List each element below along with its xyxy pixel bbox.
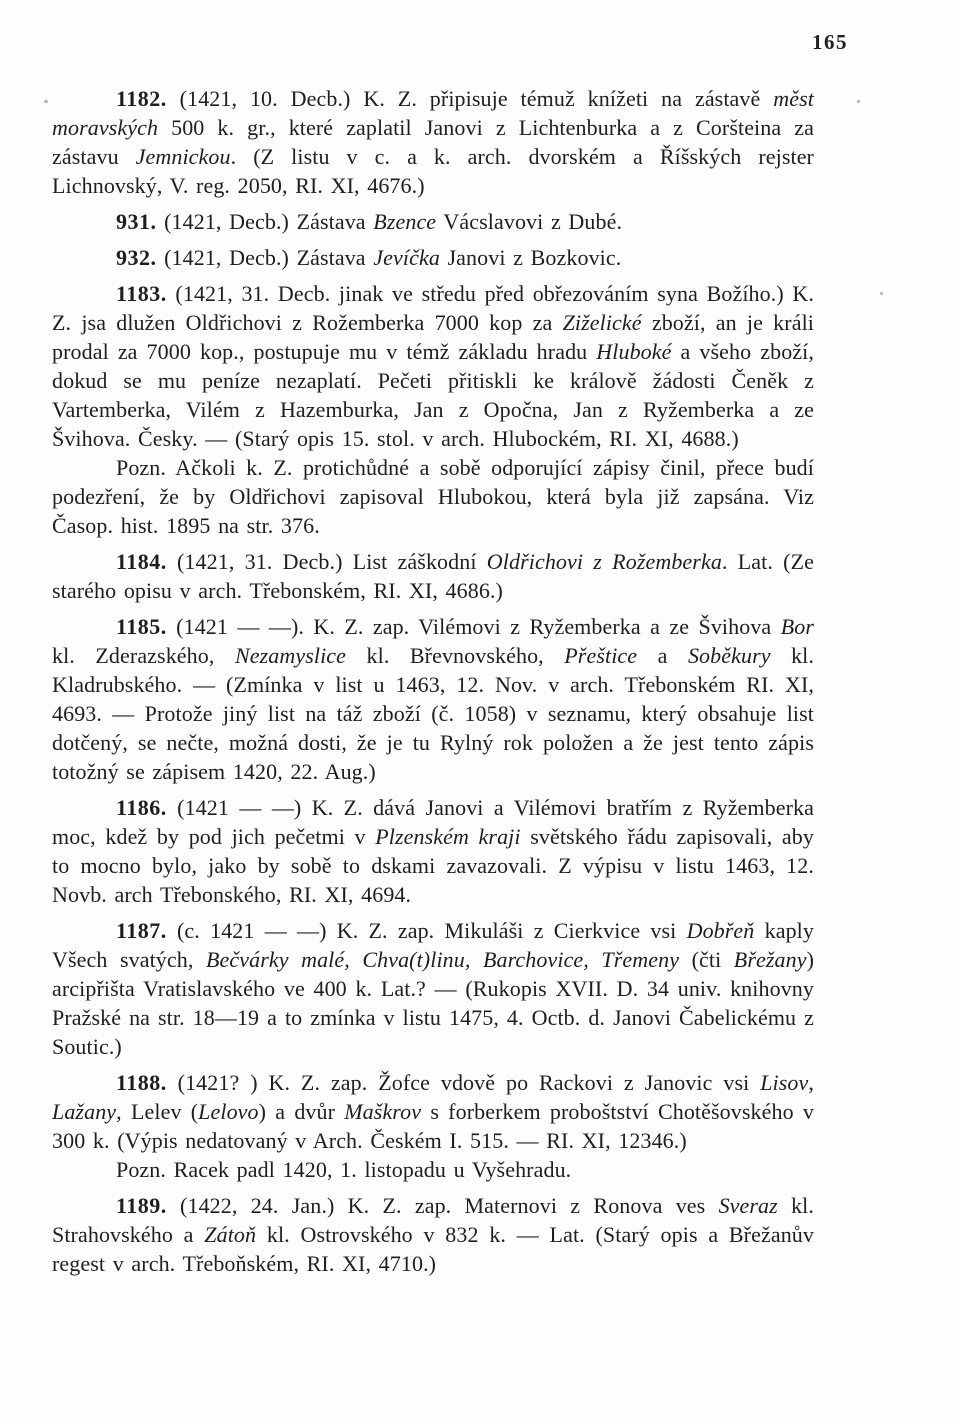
text-segment: světského řádu zapisovali, aby to mocno bylo, jako by sobě to dskami zavazovali. Z výpisu v listu 1463, 12. Novb. arch Třebonského, RI. XI, 4694. [52,824,815,907]
entry-931 [52,207,814,236]
text-segment: ) a dvůr [258,1099,345,1124]
entry-1185 [52,612,814,786]
text-segment: (1421? ) K. Z. zap. Žofce vdově po Rackovi z Janovic vsi [166,1070,761,1095]
text-segment: , [808,1070,814,1095]
italic-name: Nezamyslice [234,643,347,668]
scan-speck [857,100,860,103]
text-segment: (1421, 10. Decb.) K. Z. připisuje témuž knížeti na zástavě [166,86,774,111]
text-segment: Janovi z Bozkovic. [439,245,622,270]
entry-number: 1186. [116,795,167,820]
italic-name: Bečvárky malé, Chva(t)linu, Barchovice, Třemeny [205,947,680,972]
italic-name: Jemnickou [135,144,231,169]
text-segment: kl. Kladrubského. — (Zmínka v list u 1463, 12. Nov. v arch. Třebonském RI. XI, 4693. — Protože jiný list na táž zboží (č. 1058) v seznamu, který obsahuje list dotčený, se nečte, možná dosti, že je tu Rylný rok položen a že jest tento zápis totožný se zápisem 1420, 22. Aug.) [52,643,814,784]
page-number: 165 [812,30,848,54]
text-segment: Pozn. Racek padl 1420, 1. listopadu u Vyšehradu. [116,1157,572,1182]
text-segment: Pozn. Ačkoli k. Z. protichůdné a sobě odporující zápisy činil, přece budí podezření, že by Oldřichovi zapisoval Hlubokou, která byla již zapsána. Viz Časop. hist. 1895 na str. 376. [52,455,814,538]
text-segment: a všeho zboží, dokud se mu peníze nezaplatí. Pečeti přitiskli ke králově žádosti Čeněk z Vartemberka, Vilém z Hazemburka, Jan z Opočna, Jan z Ryžemberka a ze Švihova. Česky. — (Starý opis 15. stol. v arch. Hlubockém, RI. XI, 4688.) [52,339,814,451]
italic-name: Maškrov [344,1099,422,1124]
text-segment: ) arcipřišta Vratislavského ve 400 k. Lat.? — (Rukopis XVII. D. 34 univ. knihovny Pražské na str. 18—19 a to zmínka v listu 1475, 4. Octb. d. Janovi Čabelickému z Soutic.) [52,947,815,1059]
text-segment: . Lat. (Ze starého opisu v arch. Třebonském, RI. XI, 4686.) [52,549,815,603]
entry-1186 [52,793,814,909]
text-segment: , Lelev ( [116,1099,199,1124]
entry-number: 1189. [116,1193,167,1218]
italic-name: Přeštice [564,643,638,668]
italic-name: Bor [780,614,814,639]
text-segment: Vácslavovi z Dubé. [436,209,623,234]
text-block [52,84,814,1278]
text-segment: s forberkem proboštství Chotěšovského v 300 k. (Výpis nedatovaný v Arch. Českém I. 515. — RI. XI, 12346.) [52,1099,814,1153]
text-segment: . (Z listu v c. a k. arch. dvorském a Říšských rejster Lichnovský, V. reg. 2050, RI. XI, 4676.) [52,144,814,198]
entry-1183 [52,279,814,453]
scan-speck [880,292,883,295]
italic-name: Lisov [760,1070,809,1095]
italic-name: Jevíčka [373,245,440,270]
italic-name: Sveraz [718,1193,778,1218]
text-segment: (1421, Decb.) Zástava [156,245,374,270]
text-segment: (1421, 31. Decb.) List záškodní [166,549,487,574]
entry-932 [52,243,814,272]
entry-number: 1182. [116,86,167,111]
entry-1188 [52,1068,814,1155]
italic-name: Plzenském kraji [375,824,521,849]
entry-number: 931. [116,209,157,234]
text-segment: kl. Strahovského a [52,1193,814,1247]
note-1188 [52,1155,814,1184]
text-segment: kl. Břevnovského, [346,643,565,668]
italic-name: Lažany [52,1099,117,1124]
text-segment: 500 k. gr., které zaplatil Janovi z Lichtenburka a z Coršteina za zástavu [52,115,814,169]
entry-number: 1183. [116,281,167,306]
text-segment: (1421, Decb.) Zástava [156,209,374,234]
italic-name: Lelovo [198,1099,259,1124]
italic-name: Hluboké [596,339,672,364]
italic-name: Dobřeň [686,918,755,943]
text-segment: kl. Zderazského, [52,643,235,668]
italic-name: Bzence [373,209,437,234]
entry-1187 [52,916,814,1061]
text-segment: (1421 — —) K. Z. dává Janovi a Vilémovi bratřím z Ryžemberka moc, kdež by pod jich pečetmi v [52,795,814,849]
note-1183 [52,453,814,540]
entry-number: 1184. [116,549,167,574]
italic-name: Zátoň [204,1222,257,1247]
italic-name: měst moravských [52,86,814,140]
entry-1189 [52,1191,814,1278]
scan-speck [44,100,48,103]
italic-name: Ziželické [562,310,642,335]
italic-name: Břežany [733,947,807,972]
entry-number: 1188. [116,1070,167,1095]
text-segment: (čti [679,947,734,972]
text-segment: a [637,643,688,668]
entry-1182 [52,84,814,200]
entry-1184 [52,547,814,605]
entry-number: 1185. [116,614,167,639]
text-segment: kaply Všech svatých, [52,918,814,972]
entry-number: 932. [116,245,157,270]
text-segment: (c. 1421 — —) K. Z. zap. Mikuláši z Cierkvice vsi [166,918,687,943]
text-segment: (1422, 24. Jan.) K. Z. zap. Maternovi z Ronova ves [166,1193,719,1218]
italic-name: Soběkury [687,643,771,668]
italic-name: Oldřichovi z Rožemberka [486,549,722,574]
text-segment: (1421, 31. Decb. jinak ve středu před obřezováním syna Božího.) K. Z. jsa dlužen Oldřichovi z Rožemberka 7000 kop za [52,281,814,335]
text-segment: zboží, an je králi prodal za 7000 kop., postupuje mu v témž základu hradu [52,310,814,364]
text-segment: (1421 — —). K. Z. zap. Vilémovi z Ryžemberka a ze Švihova [166,614,781,639]
text-segment: kl. Ostrovského v 832 k. — Lat. (Starý opis a Břežanův regest v arch. Třeboňském, RI. XI, 4710.) [52,1222,815,1276]
entry-number: 1187. [116,918,167,943]
